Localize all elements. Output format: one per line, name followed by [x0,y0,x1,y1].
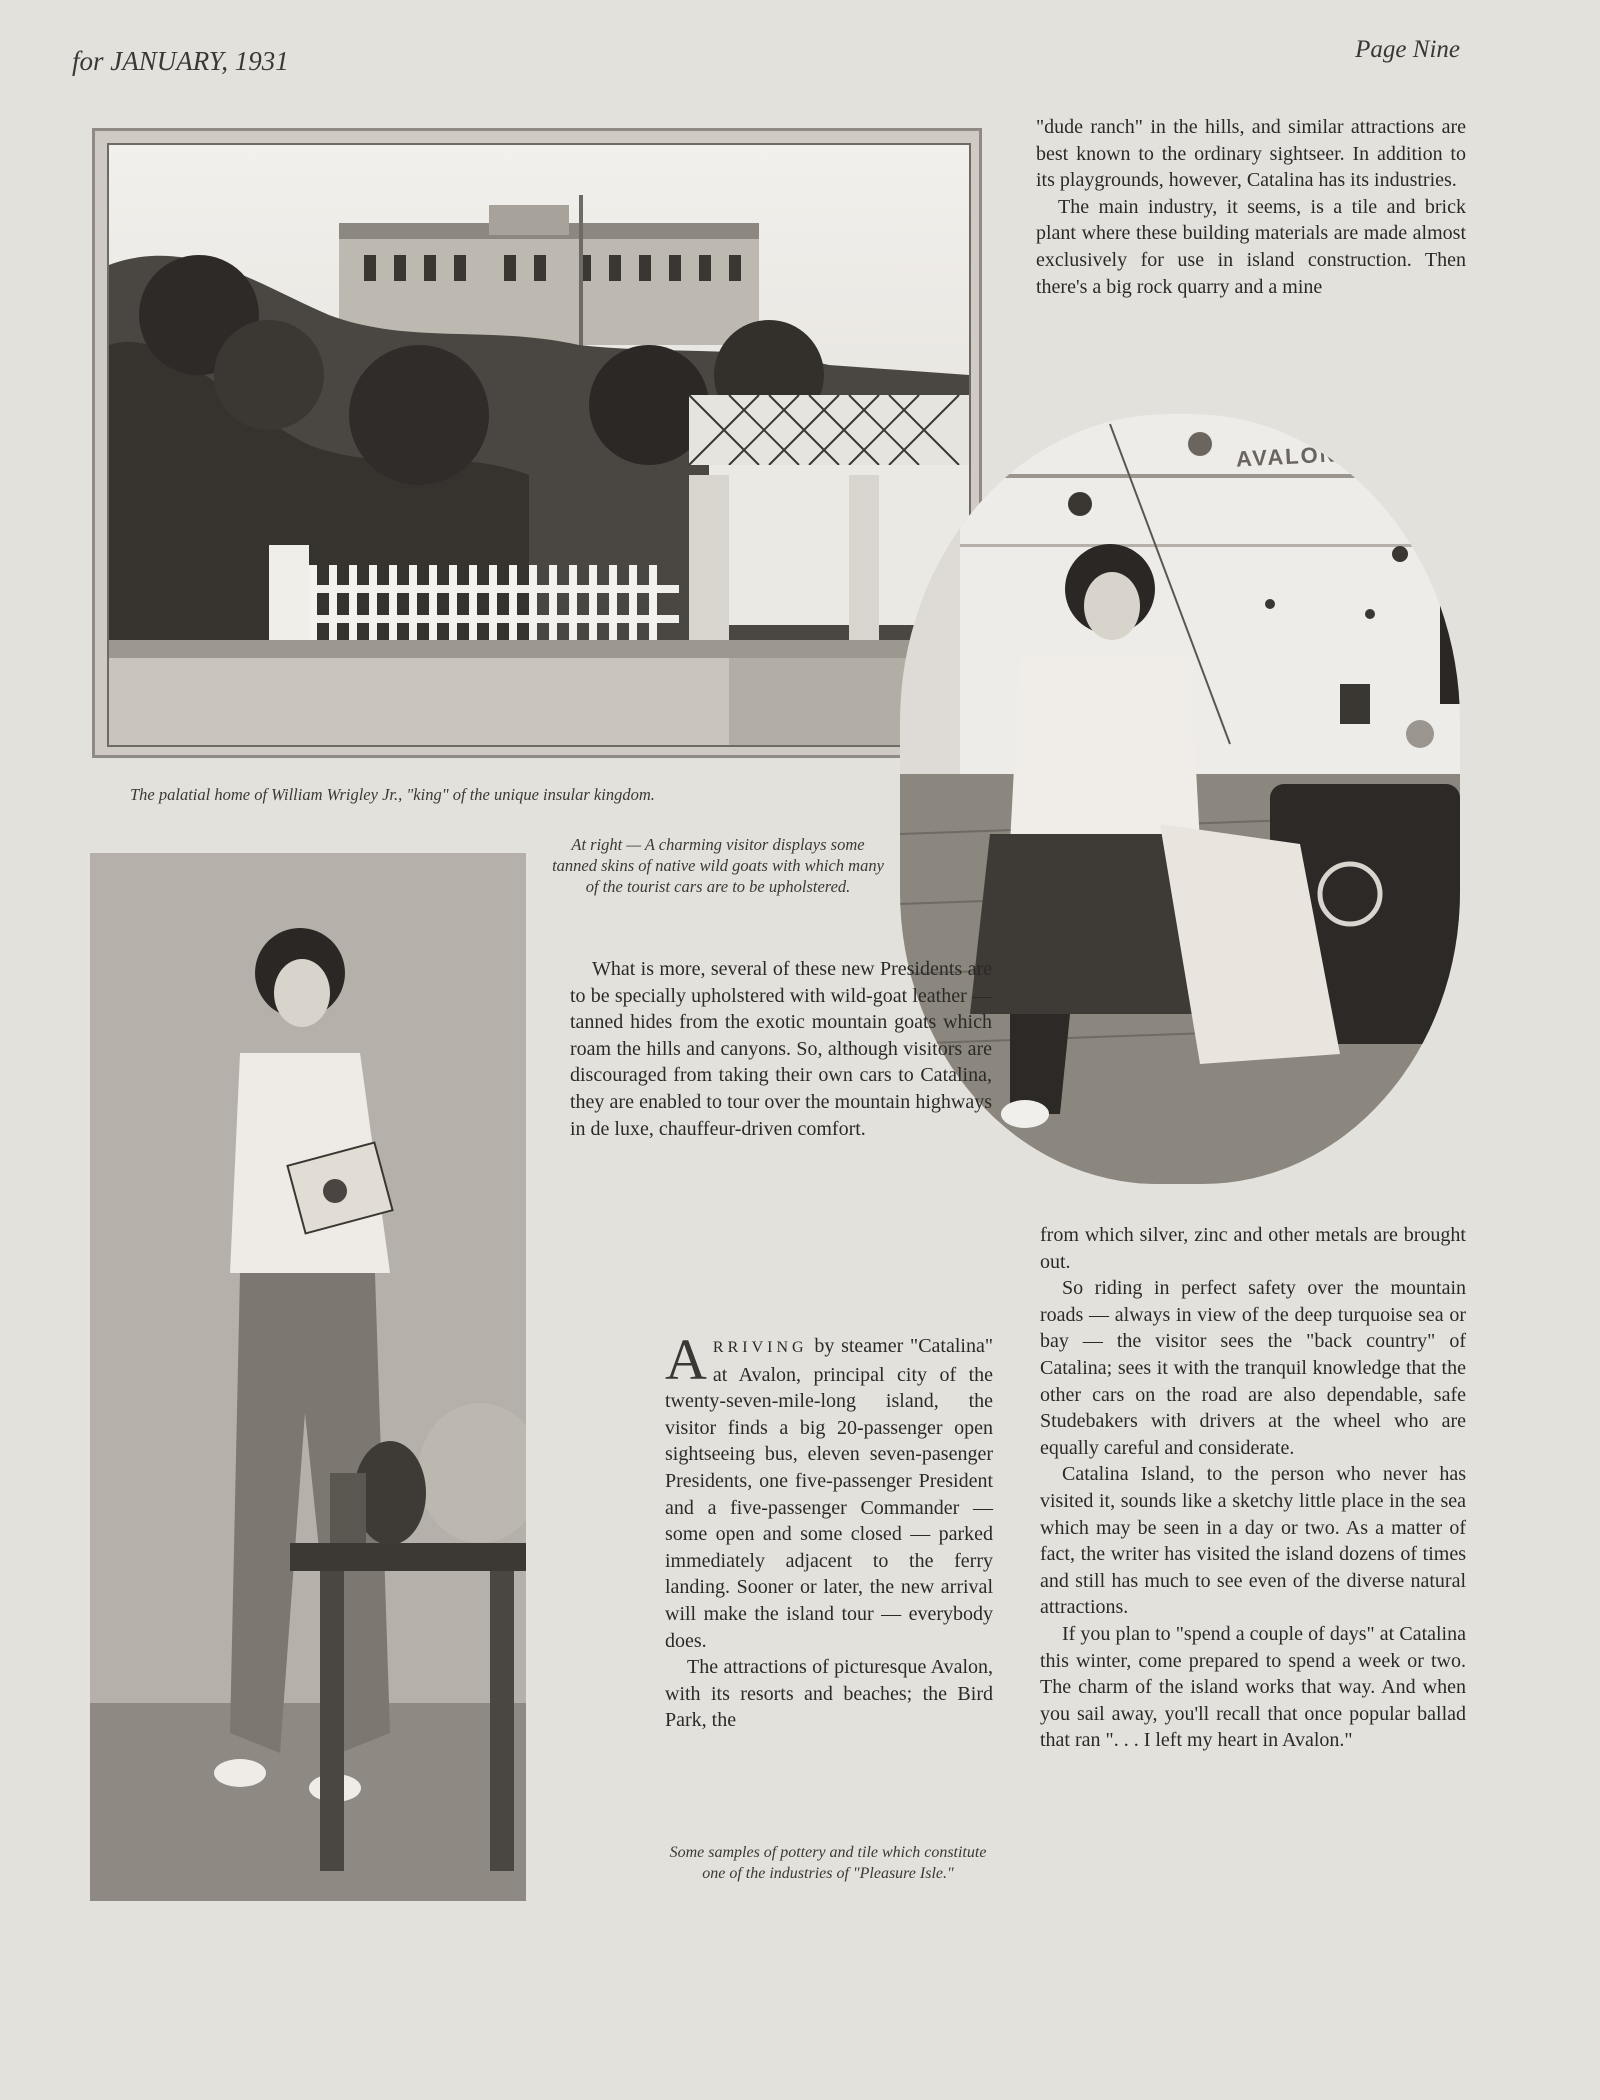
page-number: Page Nine [1355,36,1460,63]
right-bottom-paragraph-3: Catalina Island, to the person who never has visited it, sounds like a sketchy little place in the sea which may be seen in a day or two. As a matter of fact, the writer has visited the island dozens of times and still has much to see even of the diverse natural attractions. [1040,1463,1466,1619]
middle-column-text-upper [570,956,992,1142]
middle-paragraph-1: What is more, several of these new Presidents are to be specially upholstered with wild-goat leather — tanned hides from the exotic mountain goats which roam the hills and canyons. So, although visitors are discouraged from taking their own cars to Catalina, they are enabled to tour over the mountain highways in de luxe, chauffeur-driven comfort. [570,958,992,1140]
middle-paragraph-3: The attractions of picturesque Avalon, with its resorts and beaches; the Bird Park, the [665,1656,993,1732]
mansion-illustration [109,145,969,745]
right-column-text-top [1036,114,1466,300]
right-top-paragraph-2: The main industry, it seems, is a tile and brick plant where these building materials are made almost exclusively for use in island construction. Then there's a big rock quarry and a mine [1036,195,1466,298]
pottery-caption: Some samples of pottery and tile which constitute one of the industries of "Pleasure Isle." [669,1844,987,1882]
mansion-photo-frame [92,128,982,758]
right-bottom-paragraph-4: If you plan to "spend a couple of days" at Catalina this winter, come prepared to spend a week or two. The charm of the island works that way. And when you sail away, you'll recall that once popular ballad that ran ". . . I left my heart in Avalon." [1040,1622,1466,1752]
small-caps-lead: RRIVING [712,1339,808,1356]
right-column-text-bottom [1040,1222,1466,1754]
pottery-photo [90,853,526,1901]
right-top-paragraph-1: "dude ranch" in the hills, and similar attractions are best known to the ordinary sightseer. In addition to its playgrounds, however, Catalina has its industries. [1036,116,1466,192]
visitor-caption: At right — A charming visitor displays some tanned skins of native wild goats with which many of the tourist cars are to be upholstered. [552,835,884,896]
middle-column-text-lower [665,1327,993,1734]
mansion-caption: The palatial home of William Wrigley Jr., "king" of the unique insular kingdom. [130,785,655,804]
mansion-photo [107,143,971,747]
right-bottom-paragraph-2: So riding in perfect safety over the mountain roads — always in view of the deep turquoise sea or bay — the visitor sees the "back country" of Catalina; sees it with the tranquil knowledge that the other cars on the road are also dependable, safe Studebakers with drivers at the wheel who are equally careful and considerate. [1040,1277,1466,1459]
ship-name-lettering: AVALON [1235,441,1339,472]
right-bottom-paragraph-1: from which silver, zinc and other metals are brought out. [1040,1224,1466,1273]
pottery-illustration [90,853,526,1901]
paragraph-2-body: by steamer "Catalina" at Avalon, principal city of the twenty-seven-mile-long island, the visitor finds a big 20-passenger open sightseeing bus, eleven seven-pasenger Presidents, one five-passenger President and a five-passenger Commander — some open and some closed — parked immediately adjacent to the ferry landing. Sooner or later, the new arrival will make the island tour — everybody does. [665,1335,993,1652]
running-header-date: for JANUARY, 1931 [72,46,289,76]
middle-paragraph-2 [665,1327,993,1654]
drop-cap: A [665,1327,707,1392]
